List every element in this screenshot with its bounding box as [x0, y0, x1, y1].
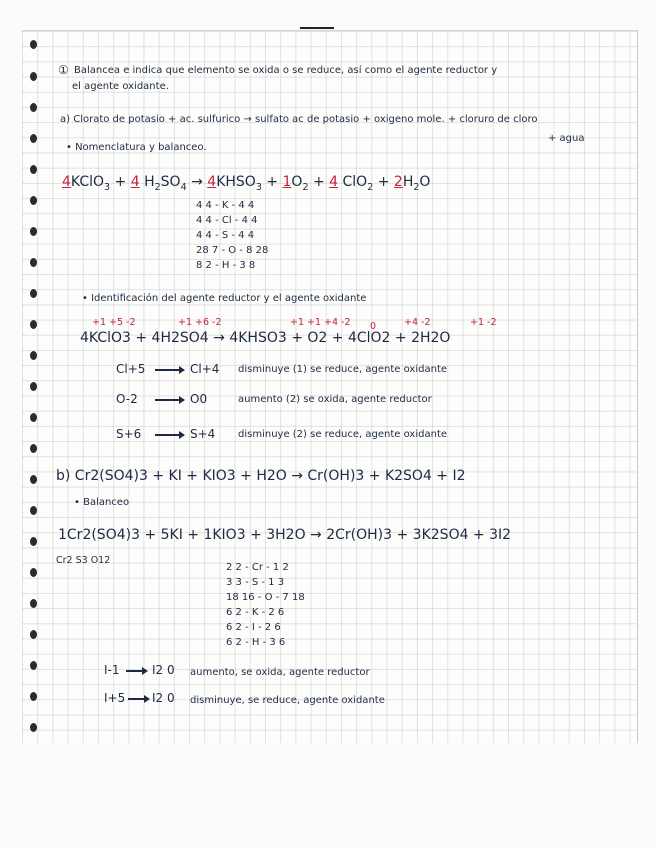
balance-row: 3 3 - S - 1 3 [226, 577, 285, 588]
binder-hole [30, 475, 37, 484]
part-b-header: b) Cr2(SO4)3 + KI + KIO3 + H2O → Cr(OH)3 + K2SO4 + I2 [56, 468, 466, 484]
arrow-icon [155, 399, 183, 401]
identification-label: • Identificación del agente reductor y el agente oxidante [82, 293, 367, 304]
redox-rhs: I2 0 [152, 691, 175, 705]
binder-hole [30, 630, 37, 639]
top-dash [300, 27, 334, 29]
arrow-icon [155, 369, 183, 371]
balance-row: 28 7 - O - 8 28 [196, 245, 269, 256]
question-text-line1: Balancea e indica que elemento se oxida o se reduce, así como el agente reductor y [74, 65, 498, 76]
part-a-equation-2: 4KClO3 + 4H2SO4 → 4KHSO3 + O2 + 4ClO2 + 2H2O [80, 330, 451, 346]
binder-hole [30, 661, 37, 670]
redox-explanation: disminuye, se reduce, agente oxidante [190, 695, 385, 706]
binder-hole [30, 599, 37, 608]
part-b-side-note: Cr2 S3 O12 [56, 555, 111, 566]
binder-hole [30, 165, 37, 174]
binder-hole [30, 382, 37, 391]
binder-hole [30, 289, 37, 298]
redox-rhs: O0 [190, 392, 208, 406]
question-number: ① [58, 63, 69, 77]
ox-state: 0 [370, 321, 377, 332]
binder-hole [30, 692, 37, 701]
redox-rhs: Cl+4 [190, 362, 220, 376]
question-text-line2: el agente oxidante. [72, 81, 169, 92]
binder-hole [30, 568, 37, 577]
ox-state: +4 -2 [404, 317, 431, 328]
redox-lhs: I-1 [104, 663, 120, 677]
part-a-nomenclature: • Nomenclatura y balanceo. [66, 142, 207, 153]
arrow-icon [128, 698, 148, 700]
balance-row: 18 16 - O - 7 18 [226, 592, 305, 603]
balance-row: 4 4 - S - 4 4 [196, 230, 255, 241]
binder-hole [30, 723, 37, 732]
notebook-paper [22, 30, 638, 743]
redox-lhs: O-2 [116, 392, 138, 406]
binder-hole [30, 103, 37, 112]
binder-hole [30, 40, 37, 49]
redox-explanation: disminuye (1) se reduce, agente oxidante [238, 364, 448, 375]
redox-lhs: I+5 [104, 691, 126, 705]
part-a-header-cont: + agua [548, 133, 585, 144]
part-a-header: a) Clorato de potasio + ac. sulfurico → sulfato ac de potasio + oxigeno mole. + cloruro de cloro [60, 114, 538, 125]
redox-lhs: S+6 [116, 427, 142, 441]
part-b-equation: 1Cr2(SO4)3 + 5KI + 1KIO3 + 3H2O → 2Cr(OH)3 + 3K2SO4 + 3I2 [58, 527, 512, 543]
binder-hole [30, 537, 37, 546]
ox-state: +1 +1 +4 -2 [290, 317, 351, 328]
binder-hole [30, 320, 37, 329]
balance-row: 4 4 - Cl - 4 4 [196, 215, 258, 226]
binder-hole [30, 413, 37, 422]
balance-row: 6 2 - K - 2 6 [226, 607, 285, 618]
part-b-balanceo: • Balanceo [74, 497, 130, 508]
balance-row: 2 2 - Cr - 1 2 [226, 562, 289, 573]
binder-hole [30, 258, 37, 267]
binder-hole [30, 227, 37, 236]
arrow-icon [155, 434, 183, 436]
redox-explanation: disminuye (2) se reduce, agente oxidante [238, 429, 448, 440]
balance-row: 6 2 - H - 3 6 [226, 637, 286, 648]
redox-explanation: aumento, se oxida, agente reductor [190, 667, 370, 678]
redox-explanation: aumento (2) se oxida, agente reductor [238, 394, 432, 405]
redox-rhs: S+4 [190, 427, 216, 441]
binder-hole [30, 196, 37, 205]
ox-state: +1 -2 [470, 317, 497, 328]
balance-row: 8 2 - H - 3 8 [196, 260, 256, 271]
binder-hole [30, 72, 37, 81]
binder-hole [30, 134, 37, 143]
arrow-icon [126, 670, 146, 672]
binder-hole [30, 444, 37, 453]
binder-hole [30, 351, 37, 360]
part-a-equation: 4KClO$_3$ + 4 $H_2SO_4$ → $4KHSO_3 + 1O_2 + 4$ $ClO_2 + 2H_2O$ [62, 174, 431, 193]
balance-row: 4 4 - K - 4 4 [196, 200, 255, 211]
ox-state: +1 +6 -2 [178, 317, 222, 328]
balance-row: 6 2 - I - 2 6 [226, 622, 281, 633]
binder-hole [30, 506, 37, 515]
ox-state: +1 +5 -2 [92, 317, 136, 328]
redox-lhs: Cl+5 [116, 362, 146, 376]
redox-rhs: I2 0 [152, 663, 175, 677]
